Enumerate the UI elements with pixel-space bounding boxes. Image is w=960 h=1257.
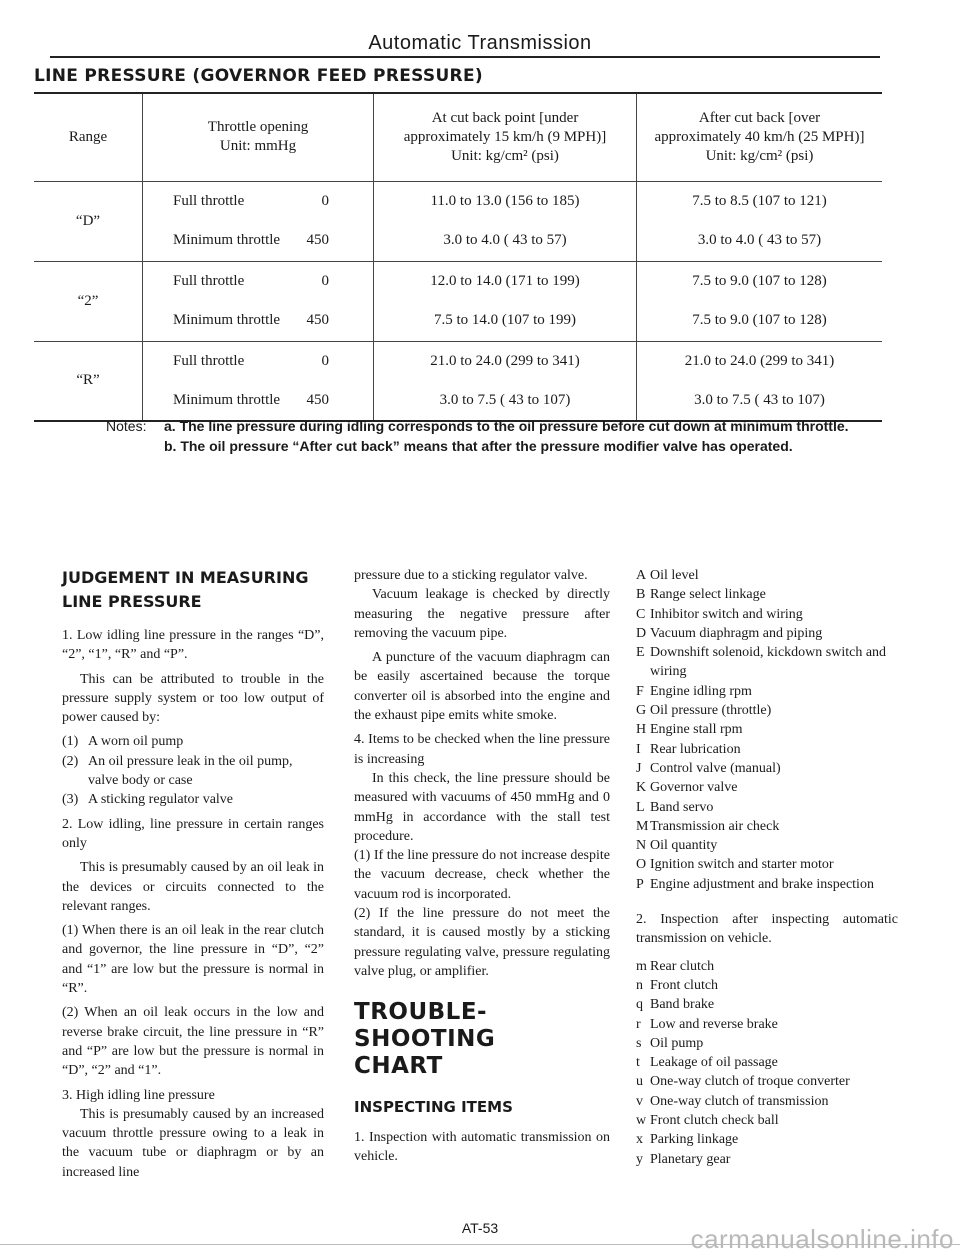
notes-label: Notes: bbox=[106, 418, 147, 434]
list-item bbox=[636, 605, 898, 624]
list-text: Low and reverse brake bbox=[650, 1016, 778, 1032]
list-key: w bbox=[636, 1113, 647, 1129]
at-cut-value: 7.5 to 14.0 (107 to 199) bbox=[374, 301, 637, 341]
header-after-cut-line: After cut back [over bbox=[698, 109, 821, 126]
list-key: u bbox=[636, 1074, 643, 1090]
list-item bbox=[636, 778, 898, 797]
list-text: Front clutch bbox=[650, 977, 719, 993]
list-item bbox=[636, 720, 898, 739]
throttle-mmhg: 0 bbox=[321, 272, 329, 289]
list-key: v bbox=[636, 1093, 643, 1109]
list-key: (1) bbox=[62, 734, 79, 750]
list-key: r bbox=[636, 1016, 641, 1032]
list-key: O bbox=[636, 857, 647, 873]
list-item bbox=[636, 1015, 898, 1034]
list-item bbox=[636, 1034, 898, 1053]
after-cut-value: 7.5 to 9.0 (107 to 128) bbox=[637, 261, 883, 301]
list-key: D bbox=[636, 625, 647, 641]
paragraph: 3. High idling line pressure bbox=[62, 1087, 215, 1103]
list-key: C bbox=[636, 606, 646, 622]
range-cell: “R” bbox=[34, 341, 143, 421]
throttle-mmhg: 450 bbox=[306, 232, 329, 249]
list-item bbox=[636, 957, 898, 976]
table-row bbox=[34, 261, 882, 301]
list-text: Control valve (manual) bbox=[650, 760, 781, 776]
at-cut-value: 3.0 to 7.5 ( 43 to 107) bbox=[374, 381, 637, 421]
list-key: q bbox=[636, 997, 643, 1013]
page-header-title: Automatic Transmission bbox=[368, 32, 592, 54]
list-item bbox=[62, 752, 324, 791]
header-throttle bbox=[143, 93, 374, 181]
list-text: Oil level bbox=[650, 568, 699, 583]
watermark: carmanualsonline.info bbox=[690, 1224, 954, 1254]
list-key: s bbox=[636, 1035, 642, 1051]
list-text: One-way clutch of troque converter bbox=[650, 1074, 850, 1090]
list-text: Band brake bbox=[650, 997, 715, 1013]
text-column-1 bbox=[62, 566, 324, 1187]
list-item bbox=[636, 740, 898, 759]
list-text: Band servo bbox=[650, 799, 714, 815]
list-item bbox=[636, 643, 898, 682]
list-item bbox=[636, 817, 898, 836]
list-text: Rear lubrication bbox=[650, 741, 741, 757]
paragraph: 4. Items to be checked when the line pressure is increasing bbox=[354, 732, 610, 767]
table-notes bbox=[106, 416, 849, 456]
list-key: n bbox=[636, 977, 643, 993]
throttle-cell bbox=[143, 261, 374, 301]
throttle-mmhg: 0 bbox=[321, 352, 329, 369]
list-text: A worn oil pump bbox=[88, 734, 184, 750]
paragraph: (2) If the line pressure do not meet the standard, it is caused mostly by a sticking pressure regulating valve, pressure regulating valve plug, or amplifier. bbox=[354, 906, 610, 979]
paragraph: A puncture of the vacuum diaphragm can be easily ascertained because the torque converter oil is absorbed into the engine and the exhaust pipe emits white smoke. bbox=[354, 650, 610, 724]
header-rule bbox=[50, 56, 880, 58]
list-key: J bbox=[636, 760, 642, 776]
list-key: M bbox=[636, 818, 649, 834]
header-range: Range bbox=[34, 93, 143, 181]
list-item bbox=[636, 1130, 898, 1149]
paragraph: pressure due to a sticking regulator valve. bbox=[354, 568, 588, 583]
list-text: A sticking regulator valve bbox=[88, 792, 234, 808]
line-pressure-table bbox=[34, 92, 882, 422]
throttle-mmhg: 450 bbox=[306, 392, 329, 408]
header-at-cut-back bbox=[374, 93, 637, 181]
list-item bbox=[636, 976, 898, 995]
after-cut-value: 3.0 to 4.0 ( 43 to 57) bbox=[637, 221, 883, 261]
throttle-cell bbox=[143, 381, 374, 421]
header-at-cut-line: Unit: kg/cm² (psi) bbox=[451, 147, 559, 164]
throttle-cell bbox=[143, 221, 374, 261]
header-throttle-line: Throttle opening bbox=[207, 119, 309, 136]
section-title: LINE PRESSURE (GOVERNOR FEED PRESSURE) bbox=[34, 66, 483, 86]
after-cut-value: 7.5 to 8.5 (107 to 121) bbox=[637, 181, 883, 221]
text-column-3 bbox=[636, 566, 898, 1169]
table-header-row bbox=[34, 93, 882, 181]
after-cut-value: 7.5 to 9.0 (107 to 128) bbox=[637, 301, 883, 341]
throttle-cell bbox=[143, 181, 374, 221]
list-item bbox=[636, 875, 898, 894]
after-cut-value: 3.0 to 7.5 ( 43 to 107) bbox=[637, 381, 883, 421]
list-text: Downshift solenoid, kickdown switch and wiring bbox=[650, 645, 887, 680]
throttle-cell bbox=[143, 301, 374, 341]
throttle-mmhg: 450 bbox=[306, 312, 329, 329]
list-item bbox=[636, 995, 898, 1014]
trouble-shooting-heading bbox=[354, 999, 610, 1080]
judgement-heading bbox=[62, 566, 324, 614]
table-row bbox=[34, 381, 882, 421]
list-text: Rear clutch bbox=[650, 958, 715, 974]
throttle-label: Minimum throttle bbox=[173, 392, 281, 408]
paragraph: In this check, the line pressure should be measured with vacuums of 450 mmHg and 0 mmHg in accordance with the stall test procedure. bbox=[354, 770, 610, 844]
paragraph: This can be attributed to trouble in the pressure supply system or too low output of power caused by: bbox=[62, 671, 324, 726]
list-key: G bbox=[636, 703, 647, 719]
list-text: Oil pump bbox=[650, 1035, 704, 1051]
list-item bbox=[636, 855, 898, 874]
list-key: x bbox=[636, 1132, 643, 1148]
list-text: Oil pressure (throttle) bbox=[650, 703, 772, 719]
table-row bbox=[34, 181, 882, 221]
at-cut-value: 3.0 to 4.0 ( 43 to 57) bbox=[374, 221, 637, 261]
range-cell: “D” bbox=[34, 181, 143, 261]
inspection-list-upper bbox=[636, 566, 898, 894]
list-key: N bbox=[636, 838, 647, 854]
list-key: (2) bbox=[62, 753, 79, 769]
throttle-label: Full throttle bbox=[173, 192, 245, 209]
throttle-label: Minimum throttle bbox=[173, 232, 281, 249]
list-item bbox=[636, 1072, 898, 1091]
paragraph: (1) If the line pressure do not increase despite the vacuum decrease, check whether the vacuum rod is incorporated. bbox=[354, 848, 610, 902]
inspecting-items-heading: INSPECTING ITEMS bbox=[354, 1098, 513, 1117]
list-text: Oil quantity bbox=[650, 838, 718, 854]
judgement-heading-line: JUDGEMENT IN MEASURING bbox=[62, 568, 309, 587]
list-key: E bbox=[636, 645, 645, 661]
list-item bbox=[636, 759, 898, 778]
throttle-label: Minimum throttle bbox=[173, 312, 281, 329]
list-key: L bbox=[636, 799, 645, 815]
list-key: t bbox=[636, 1055, 640, 1071]
list-text: Engine adjustment and brake inspection bbox=[650, 876, 874, 892]
list-item bbox=[636, 798, 898, 817]
list-text: Inhibitor switch and wiring bbox=[650, 606, 803, 622]
list-text: Parking linkage bbox=[650, 1132, 739, 1148]
paragraph: This is presumably caused by an increased vacuum throttle pressure owing to a leak in the vacuum tube or diaphragm or by an increased line bbox=[62, 1106, 324, 1180]
paragraph: This is presumably caused by an oil leak in the devices or circuits connected to the relevant ranges. bbox=[62, 860, 324, 914]
throttle-label: Full throttle bbox=[173, 352, 245, 369]
at-cut-value: 21.0 to 24.0 (299 to 341) bbox=[374, 341, 637, 381]
throttle-mmhg: 0 bbox=[321, 192, 329, 209]
table-row bbox=[34, 341, 882, 381]
range-cell: “2” bbox=[34, 261, 143, 341]
paragraph: (1) When there is an oil leak in the rear clutch and governor, the line pressure in “D”, “2” and “1” are low but the pressure is normal in “R”. bbox=[62, 923, 324, 997]
list-key: K bbox=[636, 780, 647, 796]
list-text: Governor valve bbox=[650, 780, 738, 796]
text-column-2 bbox=[354, 566, 610, 1171]
list-text: Engine idling rpm bbox=[650, 683, 752, 699]
list-text: One-way clutch of transmission bbox=[650, 1093, 829, 1109]
page-number: AT-53 bbox=[461, 1220, 499, 1236]
list-key: B bbox=[636, 587, 646, 603]
header-at-cut-line: approximately 15 km/h (9 MPH)] bbox=[403, 128, 607, 145]
list-item bbox=[636, 682, 898, 701]
at-cut-value: 11.0 to 13.0 (156 to 185) bbox=[374, 181, 637, 221]
header-throttle-line: Unit: mmHg bbox=[219, 138, 297, 155]
note-b: b. The oil pressure “After cut back” means that after the pressure modifier valve has operated. bbox=[164, 438, 793, 454]
list-text: Range select linkage bbox=[650, 587, 766, 603]
list-key: m bbox=[636, 958, 647, 974]
list-item bbox=[636, 1111, 898, 1130]
list-item bbox=[636, 566, 898, 585]
list-text: Engine stall rpm bbox=[650, 722, 743, 738]
list-text: Transmission air check bbox=[650, 818, 780, 834]
table-row bbox=[34, 301, 882, 341]
header-at-cut-line: At cut back point [under bbox=[431, 109, 579, 126]
throttle-label: Full throttle bbox=[173, 272, 245, 289]
list-key: y bbox=[636, 1151, 643, 1167]
list-key: (3) bbox=[62, 792, 79, 808]
list-text: An oil pressure leak in the oil pump, valve body or case bbox=[88, 753, 293, 789]
list-text: Leakage of oil passage bbox=[650, 1055, 778, 1071]
list-item bbox=[62, 790, 324, 809]
note-a: a. The line pressure during idling corresponds to the oil pressure before cut down at minimum throttle. bbox=[164, 418, 849, 434]
header-after-cut-back bbox=[637, 93, 883, 181]
throttle-cell bbox=[143, 341, 374, 381]
list-key: A bbox=[636, 568, 647, 583]
list-text: Vacuum diaphragm and piping bbox=[650, 625, 823, 641]
list-text: Front clutch check ball bbox=[650, 1113, 779, 1129]
paragraph: 2. Inspection after inspecting automatic transmission on vehicle. bbox=[636, 912, 898, 947]
list-key: F bbox=[636, 683, 644, 699]
inspection-list-lower bbox=[636, 957, 898, 1169]
list-key: H bbox=[636, 722, 647, 738]
list-item bbox=[636, 1092, 898, 1111]
list-item bbox=[636, 1150, 898, 1169]
after-cut-value: 21.0 to 24.0 (299 to 341) bbox=[637, 341, 883, 381]
list-item bbox=[636, 585, 898, 604]
cause-list bbox=[62, 732, 324, 809]
list-item bbox=[636, 1053, 898, 1072]
list-key: P bbox=[636, 876, 644, 892]
paragraph: Vacuum leakage is checked by directly measuring the negative pressure after removing the vacuum pipe. bbox=[354, 587, 610, 641]
trouble-heading-line: TROUBLE-SHOOTING bbox=[354, 999, 496, 1053]
table-row bbox=[34, 221, 882, 261]
paragraph: 1. Low idling line pressure in the ranges “D”, “2”, “1”, “R” and “P”. bbox=[62, 628, 324, 663]
list-item bbox=[636, 624, 898, 643]
paragraph: 1. Inspection with automatic transmission on vehicle. bbox=[354, 1129, 610, 1164]
paragraph: 2. Low idling, line pressure in certain ranges only bbox=[62, 816, 324, 851]
list-item bbox=[62, 732, 324, 751]
judgement-heading-line: LINE PRESSURE bbox=[62, 592, 202, 611]
list-item bbox=[636, 701, 898, 720]
at-cut-value: 12.0 to 14.0 (171 to 199) bbox=[374, 261, 637, 301]
list-text: Planetary gear bbox=[650, 1151, 731, 1167]
paragraph: (2) When an oil leak occurs in the low and reverse brake circuit, the line pressure in “R” and “P” are low but the pressure is normal in “D”, “2” and “1”. bbox=[62, 1005, 324, 1079]
trouble-heading-line: CHART bbox=[354, 1053, 443, 1080]
list-item bbox=[636, 836, 898, 855]
header-after-cut-line: approximately 40 km/h (25 MPH)] bbox=[654, 128, 865, 145]
header-after-cut-line: Unit: kg/cm² (psi) bbox=[705, 147, 814, 164]
list-text: Ignition switch and starter motor bbox=[650, 857, 834, 873]
list-key: I bbox=[636, 741, 641, 757]
